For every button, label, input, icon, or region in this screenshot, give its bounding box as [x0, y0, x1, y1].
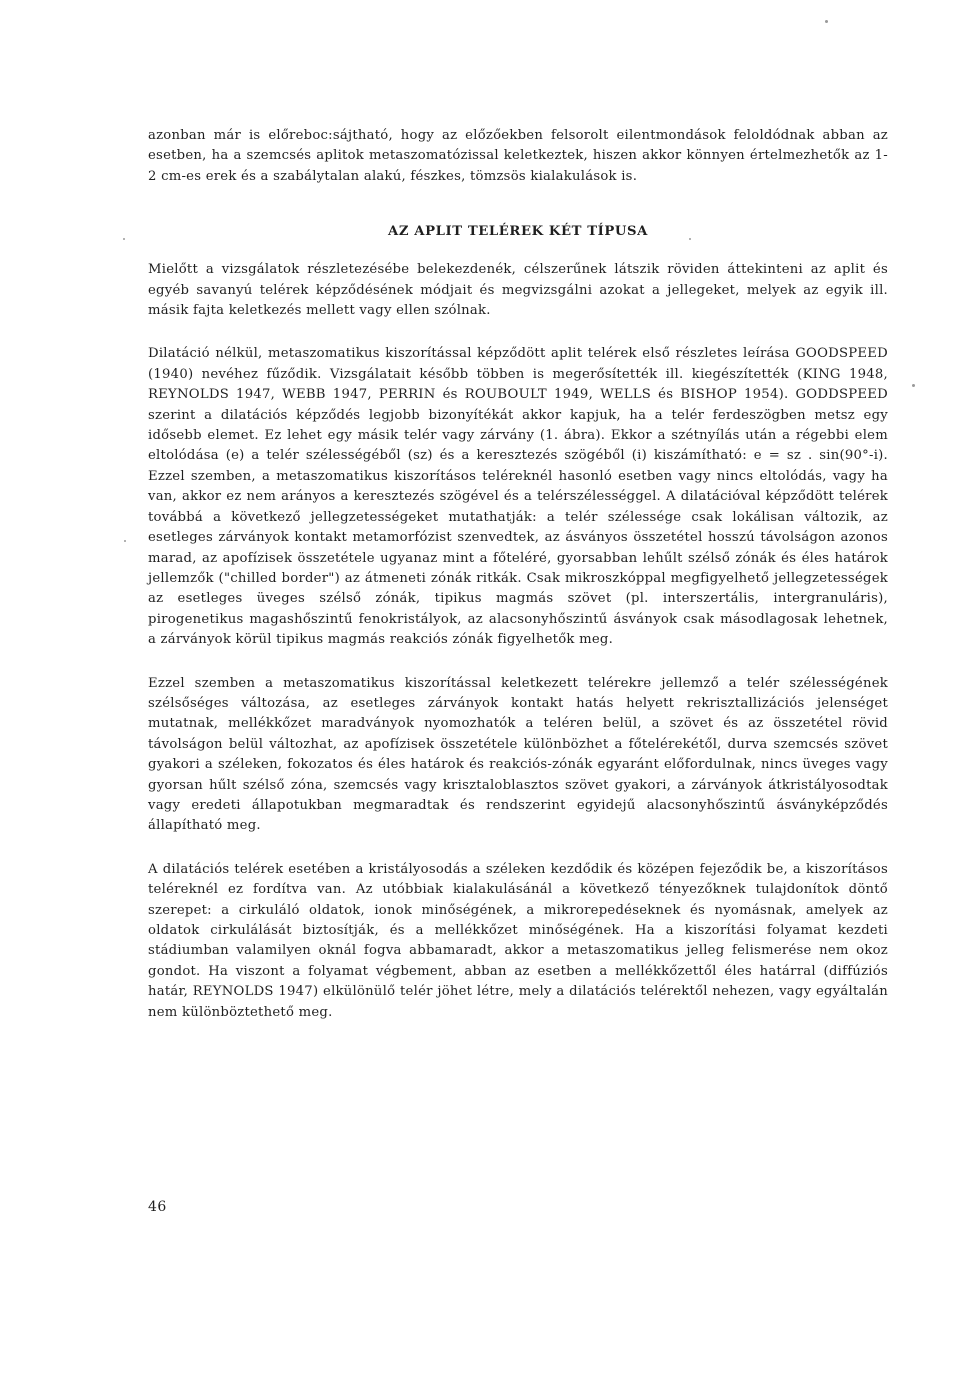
body-paragraph-1: Mielőtt a vizsgálatok részletezésébe belekezdenék, célszerűnek látszik röviden áttekinteni az aplit és egyéb savanyú telérek képződésének módjait és megvizsgálni azokat a jellegeket, melyek az egyik ill. másik fajta keletkezés mellett vagy ellen szólnak.	[148, 262, 888, 319]
page-number: 46	[148, 1199, 167, 1215]
section-heading: AZ APLIT TELÉREK KÉT TÍPUSA	[388, 224, 648, 240]
intro-paragraph: azonban már is előreboc:sájtható, hogy az előzőekben felsorolt eilentmondások feloldódnak abban az esetben, ha a szemcsés aplitok metaszomatózissal keletkeztek, hiszen akkor könnyen értelmezhetők az 1-2 cm-es erek és a szabálytalan alakú, fészkes, tömzsös kialakulások is.	[148, 128, 888, 184]
scan-speck	[123, 238, 125, 240]
scan-speck	[124, 540, 126, 542]
scan-speck	[689, 238, 691, 240]
body-paragraph-3: Ezzel szemben a metaszomatikus kiszorítással keletkezett telérekre jellemző a telér szélességének szélsőséges változása, az esetleges zárványok kontakt hatás helyett rekrisztallizációs jelenséget mutatnak, mellékkőzet maradványok nyomozhatók a teléren belül, a szövet és az összetétel rövid távolságon belül változhat, az apofízisek összetétele különbözhet a főtelérekétől, durva szemcsés szövet gyakori a széleken, fokozatos és éles határok és reakciós-zónák egyaránt előfordulnak, nincs üveges vagy gyorsan hűlt szélső zóna, szemcsés vagy krisztaloblasztos szövet gyakori, a zárványok átkristályosodtak vagy eredeti állapotukban megmaradtak és rendszerint egyidejű alacsonyhőszintű ásványképződés állapítható meg.	[148, 675, 888, 834]
body-paragraph-4: A dilatációs telérek esetében a kristályosodás a széleken kezdődik és középen fejeződik be, a kiszorításos teléreknél ez fordítva van. Az utóbbiak kialakulásánál a következő tényezőknek tulajdonítok döntő szerepet: a cirkuláló oldatok, ionok minőségének, a mikrorepedéseknek és nyomásnak, amelyek az oldatok cirkulálását biztosítják, és a mellékkőzet minőségének. Ha a kiszorítási folyamat kezdeti stádiumban valamilyen oknál fogva abbamaradt, akkor a metaszomatikus jelleg felismerése nem okoz gondot. Ha viszont a folyamat végbement, abban az esetben a mellékkőzettől éles határral (diffúziós határ, REYNOLDS 1947) elkülönülő telér jöhet létre, mely a dilatációs telérektől nehezen, vagy egyáltalán nem különböztethető meg.	[148, 861, 888, 1020]
scan-speck	[912, 384, 915, 387]
scan-speck	[825, 20, 828, 23]
page-content	[148, 126, 888, 1023]
body-paragraph-2: Dilatáció nélkül, metaszomatikus kiszorítással képződött aplit telérek első részletes leírása GOODSPEED (1940) nevéhez fűződik. Vizsgálatait később többen is megerősítették ill. kiegészítették (KING 1948, REYNOLDS 1947, WEBB 1947, PERRIN és ROUBOULT 1949, WELLS és BISHOP 1954). GODDSPEED szerint a dilatációs képződés legjobb bizonyítékát akkor kapjuk, ha a telér ferdeszögben metsz egy idősebb elemet. Ez lehet egy másik telér vagy zárvány (1. ábra). Ekkor a szétnyílás után a régebbi elem eltolódása (e) a telér szélességéből (sz) és a keresztezés szögéből (i) kiszámítható: e = sz . sin(90°-i). Ezzel szemben, a metaszomatikus kiszorításos teléreknél hasonló esetben vagy nincs eltolódás, vagy ha van, akkor ez nem arányos a keresztezés szögével és a telérszélességgel. A dilatációval képződött telérek továbbá a következő jellegzetességeket mutathatják: a telér szélessége csak lokálisan változik, az esetleges zárványok kontakt metamorfózist szenvedtek, az ásványos összetétel hosszú távolságon azonos marad, az apofízisek összetétele ugyanaz mint a főteléré, gyorsabban lehűlt szélső zónák és éles határok jellemzők ("chilled border") az átmeneti zónák ritkák. Csak mikroszkóppal megfigyelhető jellegzetességek az esetleges üveges szélső zónák, tipikus magmás szövet (pl. interszertális, intergranuláris), pirogenetikus magashőszintű fenokristályok, az alacsonyhőszintű ásványok csak másodlagosak lehetnek, a zárványok körül tipikus magmás reakciós zónák figyelhetők meg.	[148, 346, 888, 648]
